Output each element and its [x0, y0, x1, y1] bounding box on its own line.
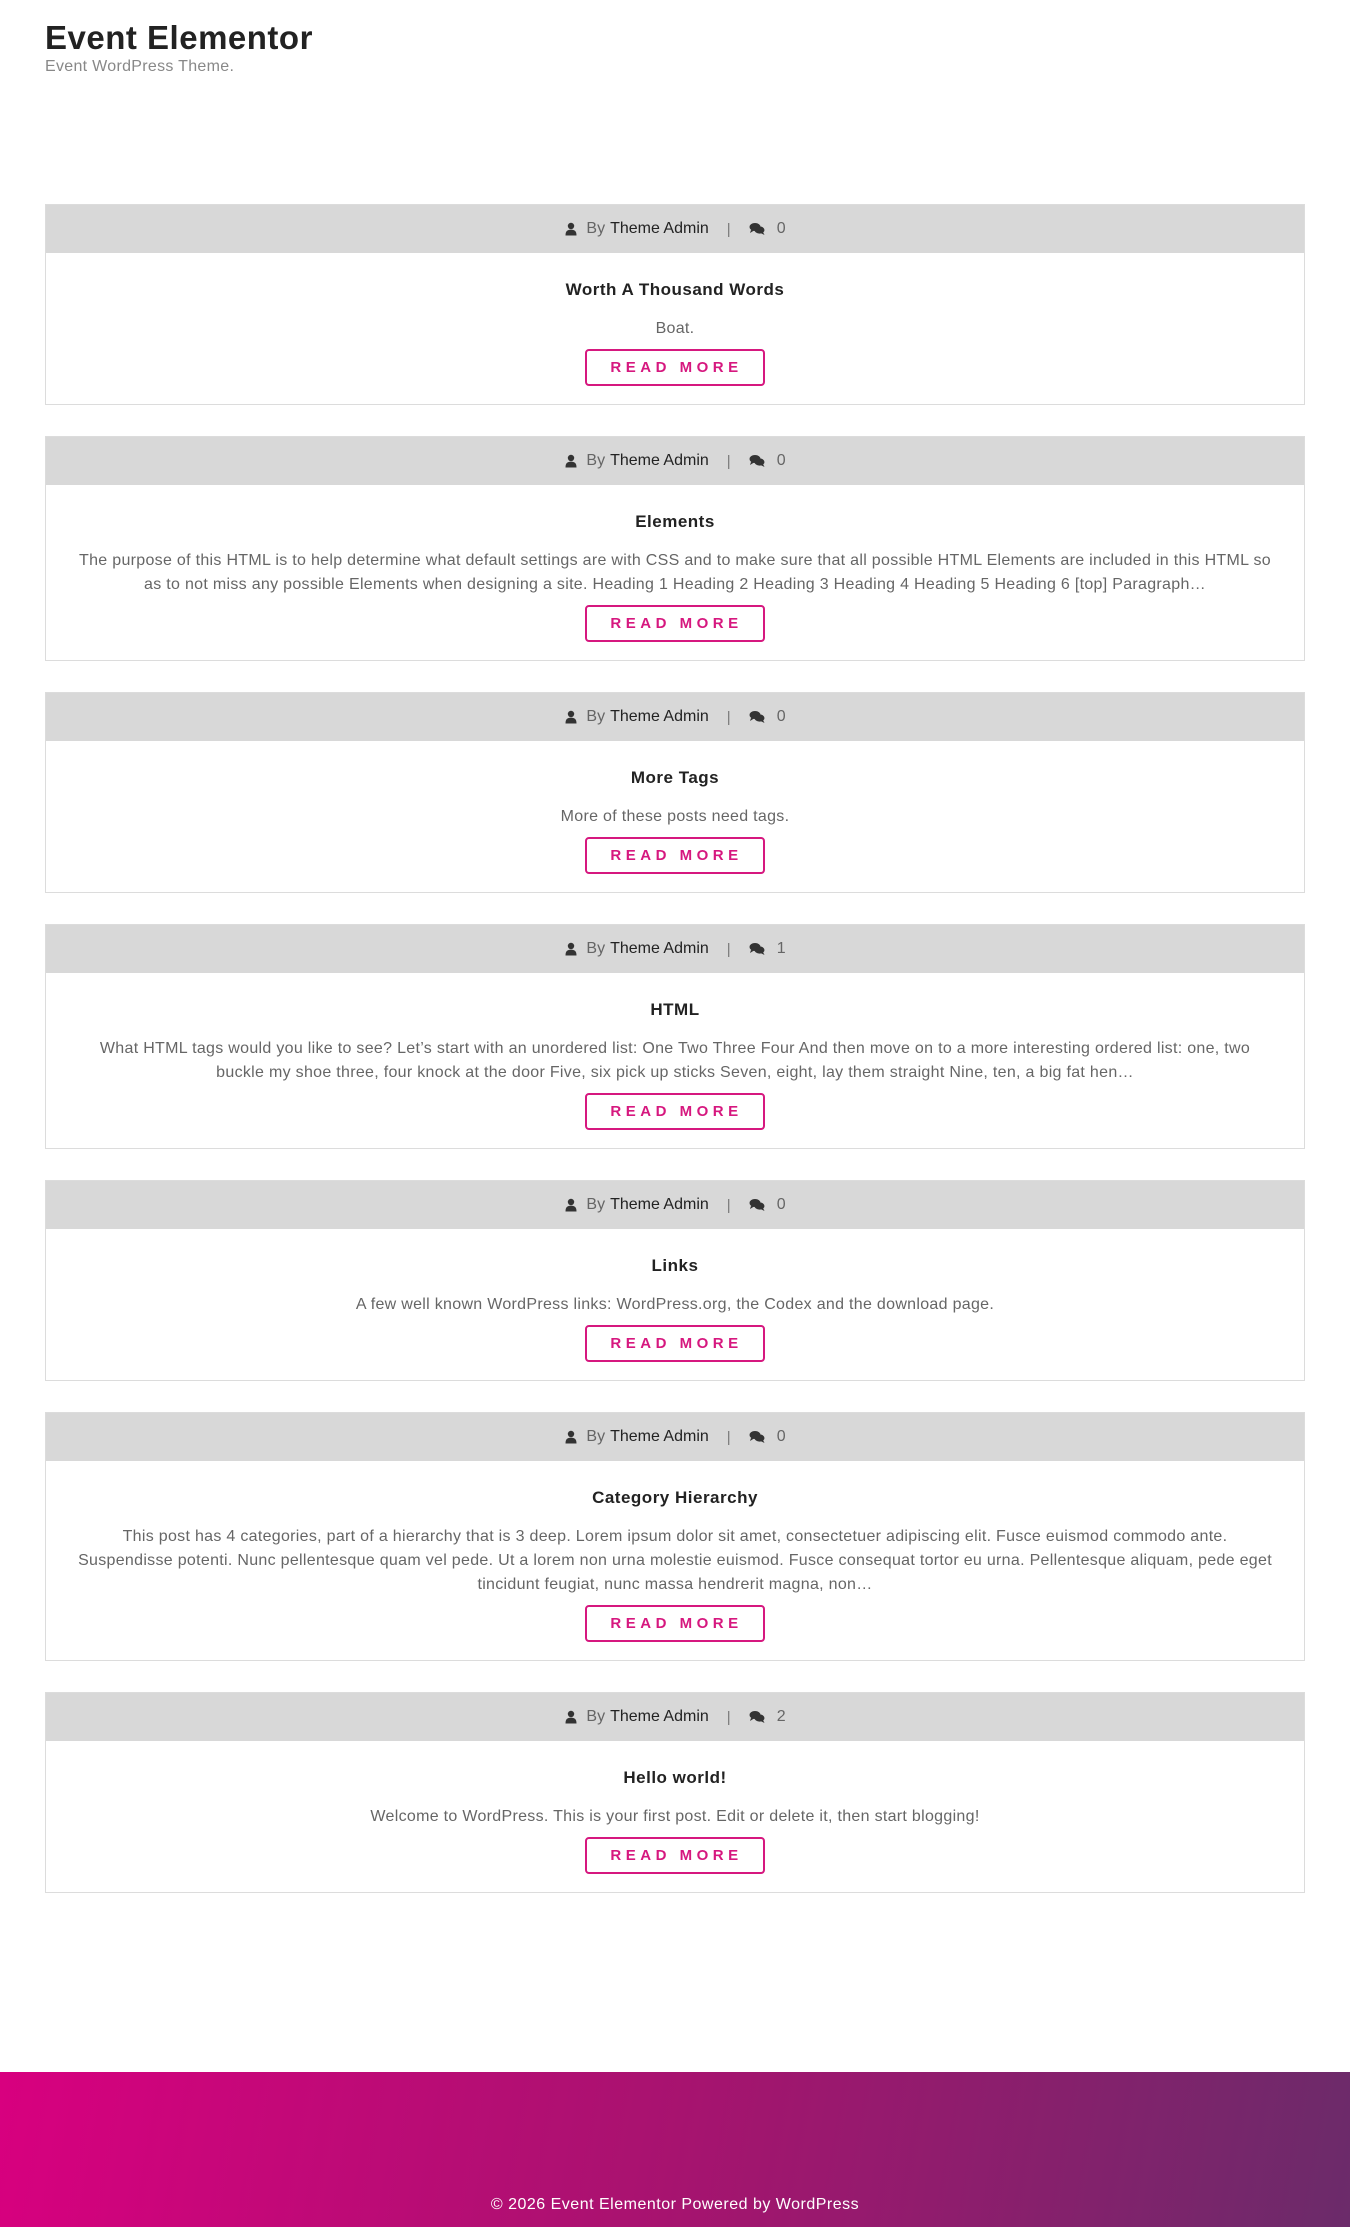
post-title[interactable]: Category Hierarchy	[592, 1488, 758, 1507]
read-more-button[interactable]: READ MORE	[585, 837, 765, 874]
user-icon	[564, 1710, 578, 1724]
author-link[interactable]: Theme Admin	[610, 1196, 709, 1213]
post-card	[45, 204, 1305, 405]
author-by-label: By	[586, 1708, 606, 1725]
post-meta-bar	[46, 1181, 1304, 1229]
post-title[interactable]: More Tags	[630, 768, 720, 787]
post-author	[564, 220, 708, 238]
comments-count: 0	[776, 1196, 786, 1213]
footer-credits: © 2026 Event Elementor Powered by WordPress	[490, 2196, 860, 2213]
post-meta-bar	[46, 1693, 1304, 1741]
post-title[interactable]: HTML	[650, 1000, 700, 1019]
author-link[interactable]: Theme Admin	[610, 452, 709, 469]
comments-count: 0	[776, 1428, 786, 1445]
comments-icon	[749, 710, 765, 724]
meta-separator: |	[726, 1708, 731, 1726]
comments-icon	[749, 454, 765, 468]
comments-icon	[749, 1198, 765, 1212]
post-title[interactable]: Worth A Thousand Words	[565, 280, 785, 299]
post-card	[45, 924, 1305, 1149]
post-body	[46, 973, 1304, 1148]
post-body	[46, 1229, 1304, 1380]
author-link[interactable]: Theme Admin	[610, 1708, 709, 1725]
user-icon	[564, 454, 578, 468]
post-excerpt: Boat.	[655, 320, 695, 337]
post-comments[interactable]	[749, 1708, 786, 1726]
comments-icon	[749, 1430, 765, 1444]
read-more-button[interactable]: READ MORE	[585, 1093, 765, 1130]
post-author	[564, 940, 708, 958]
comments-count: 0	[776, 220, 786, 237]
user-icon	[564, 1198, 578, 1212]
post-meta-bar	[46, 925, 1304, 973]
comments-count: 0	[776, 452, 786, 469]
post-card	[45, 1180, 1305, 1381]
post-meta-bar	[46, 1413, 1304, 1461]
post-card	[45, 1692, 1305, 1893]
post-excerpt: The purpose of this HTML is to help determine what default settings are with CSS and to make sure that all possible HTML Elements are included in this HTML so as to not miss any possible Elements when designing a site. Heading 1 Heading 2 Heading 3 Heading 4 Heading 5 Heading 6 [top] Paragraph…	[79, 552, 1271, 593]
read-more-button[interactable]: READ MORE	[585, 349, 765, 386]
meta-separator: |	[726, 708, 731, 726]
post-author	[564, 1708, 708, 1726]
post-title[interactable]: Elements	[635, 512, 715, 531]
post-body	[46, 1461, 1304, 1660]
comments-count: 0	[776, 708, 786, 725]
author-by-label: By	[586, 708, 606, 725]
post-comments[interactable]	[749, 1196, 786, 1214]
author-by-label: By	[586, 1196, 606, 1213]
read-more-button[interactable]: READ MORE	[585, 605, 765, 642]
meta-separator: |	[726, 1196, 731, 1214]
post-excerpt: This post has 4 categories, part of a hierarchy that is 3 deep. Lorem ipsum dolor sit amet, consectetuer adipiscing elit. Fusce euismod commodo ante. Suspendisse potenti. Nunc pellentesque quam vel pede. Ut a lorem non urna molestie euismod. Fusce consequat tortor eu urna. Pellentesque aliquam, pede eget tincidunt feugiat, nunc massa hendrerit magna, non…	[78, 1528, 1272, 1593]
comments-icon	[749, 1710, 765, 1724]
author-link[interactable]: Theme Admin	[610, 940, 709, 957]
comments-count: 1	[776, 940, 786, 957]
posts-list	[45, 204, 1305, 1924]
read-more-button[interactable]: READ MORE	[585, 1605, 765, 1642]
author-link[interactable]: Theme Admin	[610, 220, 709, 237]
post-author	[564, 1196, 708, 1214]
post-meta-bar	[46, 437, 1304, 485]
post-meta-bar	[46, 693, 1304, 741]
site-description: Event WordPress Theme.	[45, 58, 235, 75]
post-title[interactable]: Hello world!	[623, 1768, 727, 1787]
post-comments[interactable]	[749, 940, 786, 958]
post-excerpt: More of these posts need tags.	[560, 808, 790, 825]
meta-separator: |	[726, 220, 731, 238]
post-meta-bar	[46, 205, 1304, 253]
site-header	[45, 18, 313, 76]
post-body	[46, 1741, 1304, 1892]
comments-icon	[749, 222, 765, 236]
post-comments[interactable]	[749, 708, 786, 726]
post-card	[45, 436, 1305, 661]
post-body	[46, 253, 1304, 404]
post-body	[46, 485, 1304, 660]
site-title[interactable]: Event Elementor	[45, 19, 313, 56]
user-icon	[564, 1430, 578, 1444]
user-icon	[564, 222, 578, 236]
post-excerpt: A few well known WordPress links: WordPress.org, the Codex and the download page.	[355, 1296, 995, 1313]
read-more-button[interactable]: READ MORE	[585, 1325, 765, 1362]
author-by-label: By	[586, 940, 606, 957]
author-by-label: By	[586, 452, 606, 469]
read-more-button[interactable]: READ MORE	[585, 1837, 765, 1874]
comments-count: 2	[776, 1708, 786, 1725]
meta-separator: |	[726, 452, 731, 470]
post-comments[interactable]	[749, 220, 786, 238]
post-excerpt: What HTML tags would you like to see? Let’s start with an unordered list: One Two Three Four And then move on to a more interesting ordered list: one, two buckle my shoe three, four knock at the door Five, six pick up sticks Seven, eight, lay them straight Nine, ten, a big fat hen…	[99, 1040, 1251, 1081]
post-card	[45, 1412, 1305, 1661]
post-author	[564, 1428, 708, 1446]
post-title[interactable]: Links	[651, 1256, 699, 1275]
comments-icon	[749, 942, 765, 956]
author-by-label: By	[586, 220, 606, 237]
post-author	[564, 708, 708, 726]
post-comments[interactable]	[749, 452, 786, 470]
user-icon	[564, 942, 578, 956]
user-icon	[564, 710, 578, 724]
post-comments[interactable]	[749, 1428, 786, 1446]
author-by-label: By	[586, 1428, 606, 1445]
site-footer	[0, 2072, 1350, 2227]
meta-separator: |	[726, 1428, 731, 1446]
meta-separator: |	[726, 940, 731, 958]
post-excerpt: Welcome to WordPress. This is your first post. Edit or delete it, then start blogging!	[370, 1808, 980, 1825]
author-link[interactable]: Theme Admin	[610, 708, 709, 725]
post-card	[45, 692, 1305, 893]
post-body	[46, 741, 1304, 892]
post-author	[564, 452, 708, 470]
author-link[interactable]: Theme Admin	[610, 1428, 709, 1445]
